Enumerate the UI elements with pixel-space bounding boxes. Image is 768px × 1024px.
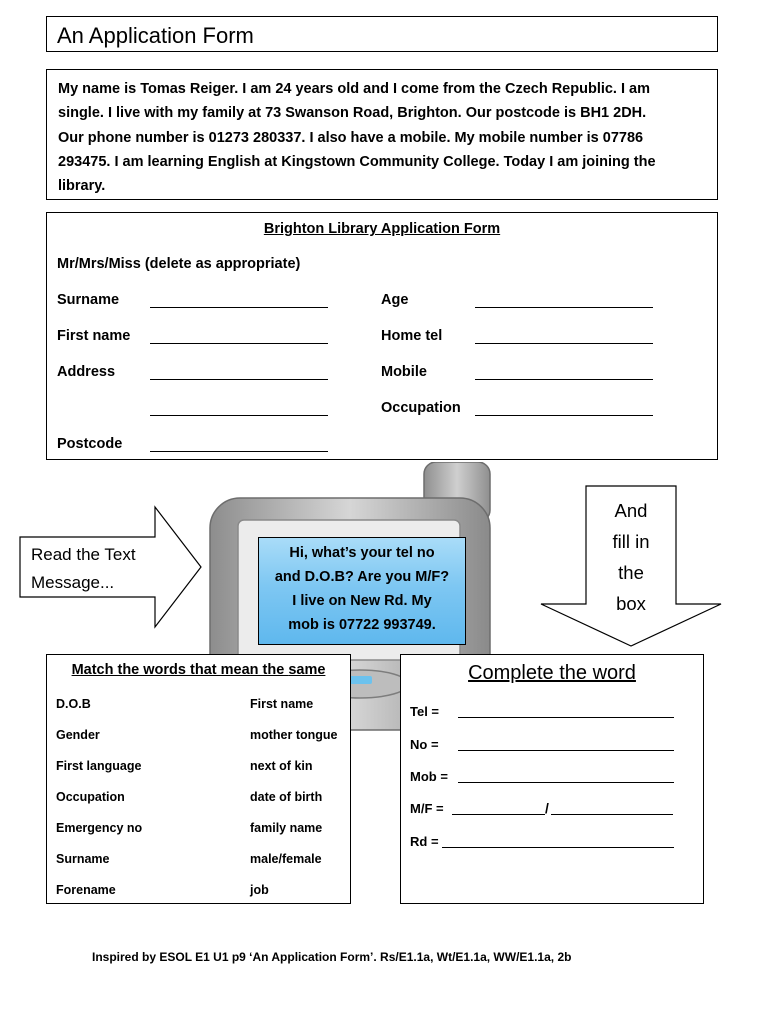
match-title-emphasis: same	[288, 662, 326, 678]
mobile-field[interactable]	[475, 379, 653, 380]
occupation-field[interactable]	[475, 415, 653, 416]
mf-separator: /	[545, 800, 549, 816]
mobile-label: Mobile	[381, 364, 427, 380]
fill-box-instruction-line: box	[616, 593, 646, 614]
male-answer-field[interactable]	[452, 814, 545, 815]
complete-title: Complete the word	[468, 662, 636, 684]
surname-label: Surname	[57, 292, 120, 308]
fill-box-instruction-line: the	[618, 562, 644, 583]
mf-label: M/F =	[410, 801, 444, 816]
address-field-line-2[interactable]	[150, 415, 328, 416]
match-left-word: Surname	[56, 852, 110, 866]
intro-line: library.	[58, 178, 106, 195]
intro-line: Our phone number is 01273 280337. I also have a mobile. My mobile number is 07786	[58, 129, 644, 146]
match-left-word: D.O.B	[56, 697, 91, 711]
salutation-label: Mr/Mrs/Miss (delete as appropriate)	[57, 256, 301, 272]
match-right-word: next of kin	[250, 759, 313, 773]
intro-paragraph	[46, 69, 718, 200]
match-right-word: First name	[250, 697, 314, 711]
match-left-word: Gender	[56, 728, 100, 742]
text-message-line: mob is 07722 993749.	[288, 617, 436, 633]
mob-label: Mob =	[410, 769, 448, 784]
no-label: No =	[410, 737, 439, 752]
read-message-instruction-line: Message...	[31, 573, 115, 592]
address-label: Address	[57, 364, 116, 380]
fill-box-instruction-line: And	[614, 500, 648, 521]
match-left-word: Emergency no	[56, 821, 143, 835]
tel-answer-field[interactable]	[458, 717, 674, 718]
library-application-form	[46, 212, 718, 460]
female-answer-field[interactable]	[551, 814, 673, 815]
address-field-line-1[interactable]	[150, 379, 328, 380]
read-message-instruction-line: Read the Text	[31, 545, 136, 564]
right-pointing-arrow-icon	[18, 505, 204, 629]
home-tel-field[interactable]	[475, 343, 653, 344]
tel-label: Tel =	[410, 704, 440, 719]
first-name-field[interactable]	[150, 343, 328, 344]
match-left-word: Forename	[56, 883, 116, 897]
postcode-label: Postcode	[57, 436, 123, 452]
match-left-word: First language	[56, 759, 142, 773]
match-right-word: male/female	[250, 852, 322, 866]
fill-box-instruction-line: fill in	[612, 531, 650, 552]
intro-line: My name is Tomas Reiger. I am 24 years old and I come from the Czech Republic. I am	[58, 81, 651, 97]
match-right-word: mother tongue	[250, 728, 338, 742]
postcode-field[interactable]	[150, 451, 328, 452]
match-title	[47, 662, 350, 678]
match-right-word: family name	[250, 821, 323, 835]
footer-credit: Inspired by ESOL E1 U1 p9 ‘An Application Form’. Rs/E1.1a, Wt/E1.1a, WW/E1.1a, 2b	[92, 950, 572, 964]
rd-label: Rd =	[410, 834, 439, 849]
form-title: Brighton Library Application Form	[263, 221, 501, 237]
intro-line: 293475. I am learning English at Kingstown Community College. Today I am joining the	[58, 153, 656, 170]
age-label: Age	[381, 292, 409, 308]
age-field[interactable]	[475, 307, 653, 308]
match-right-word: job	[250, 883, 269, 897]
complete-the-word-exercise	[400, 654, 704, 904]
text-message-line: and D.O.B? Are you M/F?	[274, 569, 450, 585]
no-answer-field[interactable]	[458, 750, 674, 751]
mob-answer-field[interactable]	[458, 782, 674, 783]
first-name-label: First name	[57, 328, 131, 344]
match-title-text: Match the words that mean the	[71, 662, 289, 678]
match-right-word: date of birth	[250, 790, 323, 804]
match-words-exercise	[46, 654, 351, 904]
home-tel-label: Home tel	[381, 328, 443, 344]
text-message	[258, 537, 466, 645]
page-title: An Application Form	[46, 16, 718, 52]
intro-line: single. I live with my family at 73 Swanson Road, Brighton. Our postcode is BH1 2DH.	[58, 105, 647, 122]
surname-field[interactable]	[150, 307, 328, 308]
occupation-label: Occupation	[381, 400, 461, 416]
match-left-word: Occupation	[56, 790, 125, 804]
text-message-line: I live on New Rd. My	[292, 593, 432, 609]
rd-answer-field[interactable]	[442, 847, 674, 848]
text-message-line: Hi, what’s your tel no	[289, 545, 435, 561]
